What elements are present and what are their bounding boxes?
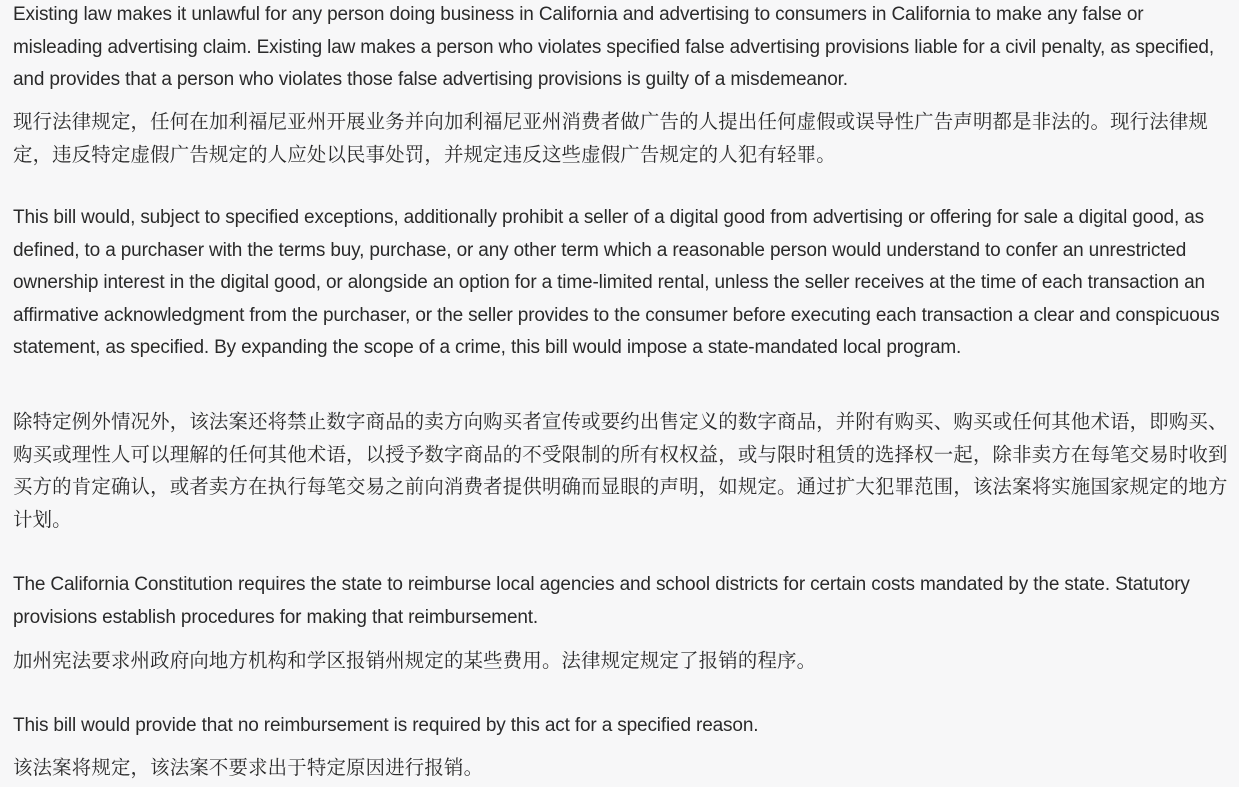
paragraph-3-chinese: 加州宪法要求州政府向地方机构和学区报销州规定的某些费用。法律规定规定了报销的程序。	[13, 649, 817, 672]
paragraph-3-english: The California Constitution requires the state to reimburse local agencies and school districts for certain costs mandated by the state. Statutory provisions establish procedures for making that reimbursement.	[13, 574, 1190, 628]
paragraph-4-chinese: 该法案将规定，该法案不要求出于特定原因进行报销。	[13, 756, 484, 779]
paragraph-1-english: Existing law makes it unlawful for any person doing business in California and advertising to consumers in California to make any false or misleading advertising claim. Existing law makes a person who violates specified false advertising provisions liable for a civil penalty, as specified, and provides that a person who violates those false advertising provisions is guilty of a misdemeanor.	[13, 4, 1214, 91]
paragraph-2-english: This bill would, subject to specified exceptions, additionally prohibit a seller of a digital good from advertising or offering for sale a digital good, as defined, to a purchaser with the terms buy, purchase, or any other term which a reasonable person would understand to confer an unrestricted ownership interest in the digital good, or alongside an option for a time-limited rental, unless the seller receives at the time of each transaction an affirmative acknowledgment from the purchaser, or the seller provides to the consumer before executing each transaction a clear and conspicuous statement, as specified. By expanding the scope of a crime, this bill would impose a state-mandated local program.	[13, 207, 1220, 359]
paragraph-1-chinese: 现行法律规定，任何在加利福尼亚州开展业务并向加利福尼亚州消费者做广告的人提出任何虚假或误导性广告声明都是非法的。现行法律规定，违反特定虚假广告规定的人应处以民事处罚，并规定违反这些虚假广告规定的人犯有轻罪。	[13, 110, 1209, 166]
paragraph-4-english: This bill would provide that no reimbursement is required by this act for a specified reason.	[13, 715, 759, 736]
paragraph-2-chinese: 除特定例外情况外，该法案还将禁止数字商品的卖方向购买者宣传或要约出售定义的数字商品，并附有购买、购买或任何其他术语，即购买、购买或理性人可以理解的任何其他术语，以授予数字商品的不受限制的所有权权益，或与限时租赁的选择权一起，除非卖方在每笔交易时收到买方的肯定确认，或者卖方在执行每笔交易之前向消费者提供明确而显眼的声明，如规定。通过扩大犯罪范围，该法案将实施国家规定的地方计划。	[13, 410, 1228, 531]
